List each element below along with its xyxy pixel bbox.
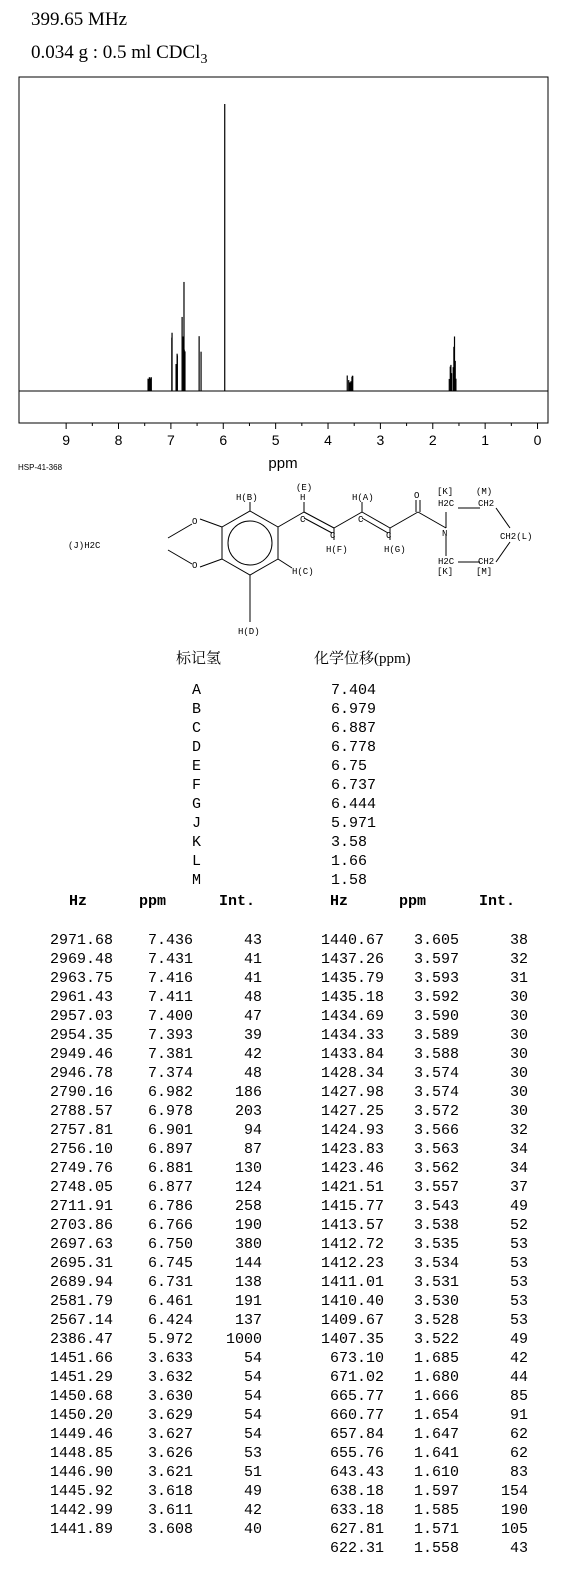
assignment-label: D [192,739,202,756]
peak-int-cell: 62 [509,1426,528,1443]
peak-ppm-cell: 3.588 [413,1046,459,1063]
x-tick-label: 3 [376,432,385,448]
peak-hz-cell: 1415.77 [320,1198,384,1215]
label-cg: C [386,531,392,541]
label-carbonyl-o: O [414,491,420,501]
peak-int-cell: 54 [243,1426,262,1443]
assignment-label: J [192,815,202,832]
peak-ppm-cell: 5.972 [147,1331,193,1348]
bond-co-n [418,512,446,528]
peak-int-cell: 41 [243,970,262,987]
peak-hz-cell: 655.76 [329,1445,384,1462]
label-n: N [442,529,448,539]
spectrometer-frequency: 399.65 MHz [31,9,128,30]
peak-hz-cell: 1412.72 [320,1236,384,1253]
peak-int-cell: 48 [243,1065,262,1082]
peak-hz-cell: 2689.94 [49,1274,113,1291]
bond-o-ch2-lower [168,550,192,564]
peak-hz-cell: 2788.57 [49,1103,113,1120]
peak-int-cell: 47 [243,1008,262,1025]
label-ca: C [358,515,364,525]
label-hf: H(F) [326,545,348,555]
label-m-lower: CH2 [478,557,495,567]
sample-info-text: 0.034 g : 0.5 ml CDCl [31,42,201,63]
label-j: (J)H2C [68,541,101,551]
bond-m-l-upper [496,508,510,528]
peak-hz-cell: 2757.81 [49,1122,113,1139]
label-k-upper: H2C [438,499,455,509]
peak-header-hz-left: Hz [69,893,88,910]
peak-ppm-cell: 3.538 [413,1217,459,1234]
peak-int-cell: 91 [509,1407,528,1424]
peak-int-cell: 190 [234,1217,262,1234]
peak-ppm-cell: 3.632 [147,1369,193,1386]
peak-int-cell: 30 [509,989,528,1006]
peak-int-cell: 53 [509,1255,528,1272]
peak-int-cell: 43 [509,1540,528,1557]
peak-hz-cell: 1445.92 [49,1483,113,1500]
peak-int-cell: 54 [243,1350,262,1367]
peak-ppm-cell: 1.597 [413,1483,459,1500]
peak-ppm-cell: 3.633 [147,1350,193,1367]
peak-int-cell: 190 [500,1502,528,1519]
peak-ppm-cell: 6.982 [147,1084,193,1101]
label-m-lower-tag: [M] [476,567,493,577]
peak-ppm-cell: 7.400 [147,1008,193,1025]
peak-int-cell: 53 [243,1445,262,1462]
peak-hz-cell: 1442.99 [49,1502,113,1519]
label-hd: H(D) [238,627,260,637]
x-axis-label: ppm [268,455,298,472]
peak-hz-cell: 660.77 [329,1407,384,1424]
peak-ppm-cell: 3.574 [413,1084,459,1101]
peak-ppm-cell: 3.630 [147,1388,193,1405]
peak-ppm-cell: 3.597 [413,951,459,968]
peak-int-cell: 42 [243,1502,262,1519]
peak-hz-cell: 2961.43 [49,989,113,1006]
peak-header-hz-right: Hz [330,893,349,910]
peak-header-ppm-left: ppm [139,893,167,910]
peak-hz-cell: 2946.78 [49,1065,113,1082]
assignment-shift: 6.75 [331,758,368,775]
peak-hz-cell: 1440.67 [320,932,384,949]
peak-ppm-cell: 3.530 [413,1293,459,1310]
assignment-row [0,814,570,833]
label-hb: H(B) [236,493,258,503]
peak-int-cell: 43 [243,932,262,949]
peak-hz-cell: 1433.84 [320,1046,384,1063]
assignment-shift: 1.58 [331,872,368,889]
peak-int-cell: 130 [234,1160,262,1177]
peak-int-cell: 31 [509,970,528,987]
peak-int-cell: 53 [509,1293,528,1310]
peak-header-int-left: Int. [219,893,256,910]
peak-hz-cell: 1434.69 [320,1008,384,1025]
peak-hz-cell: 1421.51 [320,1179,384,1196]
label-k-lower: H2C [438,557,455,567]
peak-hz-cell: 1427.25 [320,1103,384,1120]
peak-int-cell: 40 [243,1521,262,1538]
peak-hz-cell: 1413.57 [320,1217,384,1234]
peak-int-cell: 54 [243,1388,262,1405]
peak-int-cell: 54 [243,1407,262,1424]
peak-int-cell: 144 [234,1255,262,1272]
peak-hz-cell: 1450.20 [49,1407,113,1424]
assignment-shift: 5.971 [331,815,377,832]
peak-int-cell: 30 [509,1008,528,1025]
plot-frame [19,77,548,423]
peak-int-cell: 83 [509,1464,528,1481]
assignment-shift: 7.404 [331,682,377,699]
peak-ppm-cell: 1.685 [413,1350,459,1367]
peak-hz-cell: 643.43 [329,1464,384,1481]
peak-hz-cell: 2711.91 [49,1198,113,1215]
peak-ppm-cell: 7.393 [147,1027,193,1044]
peak-hz-cell: 1407.35 [320,1331,384,1348]
peak-ppm-cell: 1.654 [413,1407,459,1424]
peak-hz-cell: 1434.33 [320,1027,384,1044]
peak-hz-cell: 665.77 [329,1388,384,1405]
peak-int-cell: 85 [509,1388,528,1405]
peak-hz-cell: 1412.23 [320,1255,384,1272]
peak-hz-cell: 673.10 [329,1350,384,1367]
assignment-label: M [192,872,202,889]
peak-int-cell: 32 [509,951,528,968]
peak-ppm-cell: 1.558 [413,1540,459,1557]
peak-hz-cell: 627.81 [329,1521,384,1538]
peak-ppm-cell: 3.629 [147,1407,193,1424]
bond-m-l-lower [496,542,510,562]
assignment-shift: 6.887 [331,720,377,737]
peak-hz-cell: 1427.98 [320,1084,384,1101]
label-cf: C [330,531,336,541]
peak-int-cell: 37 [509,1179,528,1196]
peak-hz-cell: 1409.67 [320,1312,384,1329]
assignment-header-shift: 化学位移(ppm) [314,651,411,667]
label-k-lower-tag: [K] [437,567,454,577]
peak-hz-cell: 2695.31 [49,1255,113,1272]
peak-int-cell: 380 [234,1236,262,1253]
peak-hz-cell: 622.31 [329,1540,384,1557]
peak-int-cell: 30 [509,1084,528,1101]
peak-ppm-cell: 1.571 [413,1521,459,1538]
x-tick-label: 1 [481,432,490,448]
peak-hz-cell: 657.84 [329,1426,384,1443]
peak-hz-cell: 1437.26 [320,951,384,968]
assignment-label: B [192,701,202,718]
peak-hz-cell: 1424.93 [320,1122,384,1139]
label-m-upper-tag: (M) [476,487,493,497]
peak-hz-cell: 1451.29 [49,1369,113,1386]
peak-ppm-cell: 3.593 [413,970,459,987]
peak-int-cell: 53 [509,1274,528,1291]
peak-hz-cell: 1428.34 [320,1065,384,1082]
peak-hz-cell: 2756.10 [49,1141,113,1158]
x-tick-label: 8 [114,432,123,448]
peak-ppm-cell: 6.897 [147,1141,193,1158]
peak-ppm-cell: 3.528 [413,1312,459,1329]
peak-ppm-cell: 1.647 [413,1426,459,1443]
x-tick-label: 7 [166,432,175,448]
peak-header-ppm-right: ppm [399,893,427,910]
peak-hz-cell: 2957.03 [49,1008,113,1025]
peak-int-cell: 30 [509,1046,528,1063]
peak-hz-cell: 2790.16 [49,1084,113,1101]
peak-int-cell: 191 [234,1293,262,1310]
peak-ppm-cell: 3.589 [413,1027,459,1044]
bond-ring-o-lower [200,559,222,567]
assignment-row [0,795,570,814]
label-hg: H(G) [384,545,406,555]
peak-hz-cell: 1441.89 [49,1521,113,1538]
peak-hz-cell: 2954.35 [49,1027,113,1044]
peak-int-cell: 186 [234,1084,262,1101]
peak-ppm-cell: 3.627 [147,1426,193,1443]
peak-ppm-cell: 7.374 [147,1065,193,1082]
x-tick-label: 5 [271,432,280,448]
label-l: CH2(L) [500,532,533,542]
peak-ppm-cell: 6.978 [147,1103,193,1120]
assignment-row [0,719,570,738]
peak-int-cell: 44 [509,1369,528,1386]
peak-ppm-cell: 3.534 [413,1255,459,1272]
peak-hz-cell: 2969.48 [49,951,113,968]
peak-ppm-cell: 3.611 [147,1502,193,1519]
peak-ppm-cell: 6.901 [147,1122,193,1139]
molecule-structure [60,483,533,644]
peak-ppm-cell: 3.626 [147,1445,193,1462]
assignment-row [0,757,570,776]
assignment-shift: 6.444 [331,796,377,813]
peak-ppm-cell: 3.531 [413,1274,459,1291]
bond-ring-hc [278,559,292,568]
assignment-row [0,681,570,700]
peak-ppm-cell: 3.621 [147,1464,193,1481]
peak-int-cell: 87 [243,1141,262,1158]
x-tick-label: 6 [219,432,228,448]
peak-hz-cell: 2949.46 [49,1046,113,1063]
peak-ppm-cell: 7.431 [147,951,193,968]
assignment-header-label: 标记氢 [176,651,222,667]
peak-int-cell: 38 [509,932,528,949]
peak-ppm-cell: 3.522 [413,1331,459,1348]
x-tick-label: 0 [533,432,542,448]
label-dioxole-o-upper: O [192,517,198,527]
peak-int-cell: 49 [243,1483,262,1500]
peak-ppm-cell: 3.605 [413,932,459,949]
bond-ce-cf-double-b [304,518,332,533]
assignment-row [0,738,570,757]
assignment-label: A [192,682,202,699]
peak-ppm-cell: 3.592 [413,989,459,1006]
spectrum-code: HSP-41-368 [18,463,63,472]
peak-hz-cell: 1448.85 [49,1445,113,1462]
peak-ppm-cell: 6.877 [147,1179,193,1196]
peak-hz-cell: 1451.66 [49,1350,113,1367]
label-m-upper: CH2 [478,499,495,509]
peak-ppm-cell: 3.618 [147,1483,193,1500]
peak-ppm-cell: 7.381 [147,1046,193,1063]
peak-int-cell: 34 [509,1160,528,1177]
assignment-shift: 6.778 [331,739,377,756]
label-hc: H(C) [292,567,314,577]
peak-ppm-cell: 6.731 [147,1274,193,1291]
peak-int-cell: 30 [509,1027,528,1044]
peak-ppm-cell: 3.535 [413,1236,459,1253]
peak-int-cell: 105 [500,1521,528,1538]
assignment-label: L [192,853,202,870]
peak-hz-cell: 2748.05 [49,1179,113,1196]
peak-int-cell: 94 [243,1122,262,1139]
peak-hz-cell: 2971.68 [49,932,113,949]
peak-int-cell: 48 [243,989,262,1006]
peak-hz-cell: 638.18 [329,1483,384,1500]
peak-ppm-cell: 3.566 [413,1122,459,1139]
peak-int-cell: 138 [234,1274,262,1291]
peak-hz-cell: 1435.18 [320,989,384,1006]
sample-info [31,42,207,68]
assignment-shift: 1.66 [331,853,368,870]
x-tick-label: 9 [62,432,71,448]
peak-hz-cell: 1449.46 [49,1426,113,1443]
x-tick-label: 2 [428,432,437,448]
peak-ppm-cell: 1.666 [413,1388,459,1405]
peak-int-cell: 258 [234,1198,262,1215]
label-ce: C [300,515,306,525]
peak-hz-cell: 2749.76 [49,1160,113,1177]
aromatic-circle [228,521,272,565]
assignment-row [0,852,570,871]
assignment-row [0,700,570,719]
peak-ppm-cell: 3.590 [413,1008,459,1025]
peak-int-cell: 39 [243,1027,262,1044]
peak-ppm-cell: 6.461 [147,1293,193,1310]
peak-int-cell: 41 [243,951,262,968]
peak-int-cell: 154 [500,1483,528,1500]
assignment-row [0,871,570,890]
peak-ppm-cell: 6.881 [147,1160,193,1177]
peak-ppm-cell: 3.572 [413,1103,459,1120]
assignment-row [0,833,570,852]
peak-hz-cell: 2697.63 [49,1236,113,1253]
peak-int-cell: 62 [509,1445,528,1462]
assignment-row [0,776,570,795]
peak-int-cell: 51 [243,1464,262,1481]
peak-ppm-cell: 1.641 [413,1445,459,1462]
peak-ppm-cell: 1.585 [413,1502,459,1519]
bond-ring-o-upper [200,519,222,527]
peak-hz-cell: 2703.86 [49,1217,113,1234]
peak-ppm-cell: 3.562 [413,1160,459,1177]
peak-ppm-cell: 7.411 [147,989,193,1006]
peak-int-cell: 52 [509,1217,528,1234]
assignment-label: E [192,758,202,775]
peak-hz-cell: 1435.79 [320,970,384,987]
peak-hz-cell: 2567.14 [49,1312,113,1329]
bond-o-ch2-upper [168,524,192,538]
peak-header-int-right: Int. [479,893,516,910]
peak-hz-cell: 1446.90 [49,1464,113,1481]
peak-hz-cell: 1423.46 [320,1160,384,1177]
peak-hz-cell: 633.18 [329,1502,384,1519]
assignment-shift: 6.737 [331,777,377,794]
peak-hz-cell: 2386.47 [49,1331,113,1348]
peak-ppm-cell: 6.766 [147,1217,193,1234]
label-dioxole-o-lower: O [192,561,198,571]
label-k-upper-tag: [K] [437,487,454,497]
peak-int-cell: 53 [509,1236,528,1253]
peak-int-cell: 30 [509,1065,528,1082]
peak-hz-cell: 1423.83 [320,1141,384,1158]
peak-hz-cell: 1411.01 [320,1274,384,1291]
peak-int-cell: 124 [234,1179,262,1196]
peak-ppm-cell: 3.557 [413,1179,459,1196]
x-tick-label: 4 [324,432,332,448]
assignment-label: G [192,796,202,813]
label-e-h: H [300,493,306,503]
peak-int-cell: 34 [509,1141,528,1158]
peak-ppm-cell: 1.610 [413,1464,459,1481]
peak-ppm-cell: 3.574 [413,1065,459,1082]
peak-hz-cell: 2963.75 [49,970,113,987]
peak-ppm-cell: 7.416 [147,970,193,987]
bond-ca-cg-double-b [362,518,388,533]
peak-int-cell: 203 [234,1103,262,1120]
peak-int-cell: 54 [243,1369,262,1386]
peak-hz-cell: 1450.68 [49,1388,113,1405]
peak-ppm-cell: 6.424 [147,1312,193,1329]
peak-int-cell: 137 [234,1312,262,1329]
peak-ppm-cell: 3.543 [413,1198,459,1215]
peak-hz-cell: 2581.79 [49,1293,113,1310]
peak-ppm-cell: 7.436 [147,932,193,949]
peak-ppm-cell: 6.750 [147,1236,193,1253]
peak-int-cell: 49 [509,1198,528,1215]
assignment-label: F [192,777,202,794]
peak-int-cell: 53 [509,1312,528,1329]
peak-ppm-cell: 1.680 [413,1369,459,1386]
peak-int-cell: 42 [243,1046,262,1063]
peak-hz-cell: 1410.40 [320,1293,384,1310]
peak-hz-cell: 671.02 [329,1369,384,1386]
peak-ppm-cell: 3.608 [147,1521,193,1538]
peak-int-cell: 32 [509,1122,528,1139]
label-ha: H(A) [352,493,374,503]
peak-int-cell: 42 [509,1350,528,1367]
peak-int-cell: 1000 [225,1331,262,1348]
assignment-label: K [192,834,202,851]
bond-cg-co [390,512,418,528]
label-e-tag: (E) [296,483,313,493]
peak-ppm-cell: 6.745 [147,1255,193,1272]
sample-info-subscript: 3 [200,51,208,67]
peak-int-cell: 49 [509,1331,528,1348]
assignment-shift: 3.58 [331,834,368,851]
assignment-shift: 6.979 [331,701,377,718]
peak-ppm-cell: 3.563 [413,1141,459,1158]
peak-ppm-cell: 6.786 [147,1198,193,1215]
peak-int-cell: 30 [509,1103,528,1120]
assignment-label: C [192,720,202,737]
